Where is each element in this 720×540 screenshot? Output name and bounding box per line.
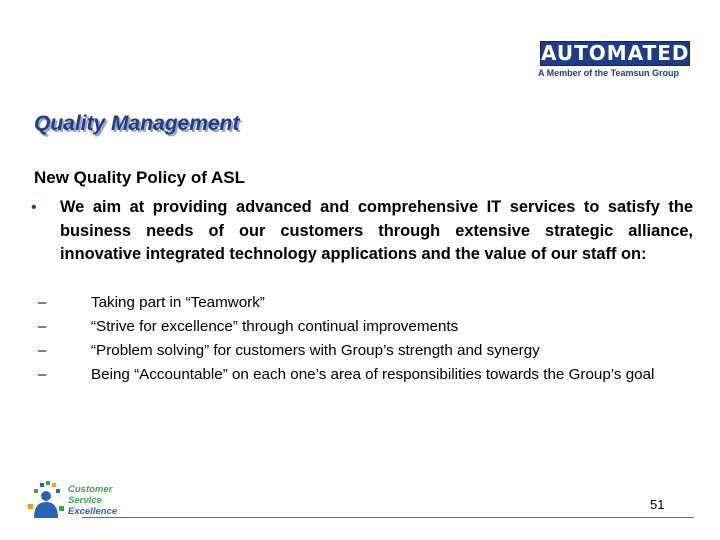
emblem-square xyxy=(59,506,64,511)
policy-statement: We aim at providing advanced and comprehensive IT services to satisfy the business needs of our customers through extensive strategic alliance, innovative integrated technology applications and the value of our staff on: xyxy=(60,198,693,263)
footer-divider xyxy=(82,517,694,518)
emblem-square xyxy=(28,504,33,509)
emblem-square xyxy=(46,481,50,485)
cse-logo-line: Service xyxy=(68,495,102,506)
emblem-body xyxy=(34,502,58,518)
automated-logo-tagline: A Member of the Teamsun Group xyxy=(538,68,680,78)
slide-subtitle: New Quality Policy of ASL xyxy=(34,168,245,187)
sub-item-text: “Strive for excellence” through continual improvements xyxy=(91,318,459,335)
sub-item-text: “Problem solving” for customers with Group’s strength and synergy xyxy=(91,342,540,359)
bullet-icon: • xyxy=(31,199,37,216)
policy-sub-items xyxy=(38,291,678,387)
sub-item xyxy=(38,363,678,387)
sub-item-text: Being “Accountable” on each one’s area of responsibilities towards the Group’s goal xyxy=(91,366,655,383)
dash-icon: – xyxy=(38,294,47,311)
customer-service-excellence-logo xyxy=(26,480,146,520)
slide-title: Quality Management xyxy=(34,112,240,135)
sub-item xyxy=(38,315,678,339)
page-number: 51 xyxy=(650,497,665,512)
sub-item-text: Taking part in “Teamwork” xyxy=(91,294,265,311)
sub-item xyxy=(38,291,678,315)
cse-logo-line: Customer xyxy=(68,484,113,495)
emblem-square xyxy=(56,489,60,493)
automated-logo xyxy=(538,39,692,81)
emblem-square xyxy=(52,483,56,487)
dash-icon: – xyxy=(38,342,47,359)
dash-icon: – xyxy=(38,318,47,335)
automated-logo-wordmark: AUTOMATED xyxy=(541,41,690,65)
cse-logo-line: Excellence xyxy=(68,506,118,517)
dash-icon: – xyxy=(38,366,47,383)
sub-item xyxy=(38,339,678,363)
emblem-square xyxy=(34,489,38,493)
emblem-square xyxy=(40,483,44,487)
emblem-head xyxy=(41,491,51,501)
